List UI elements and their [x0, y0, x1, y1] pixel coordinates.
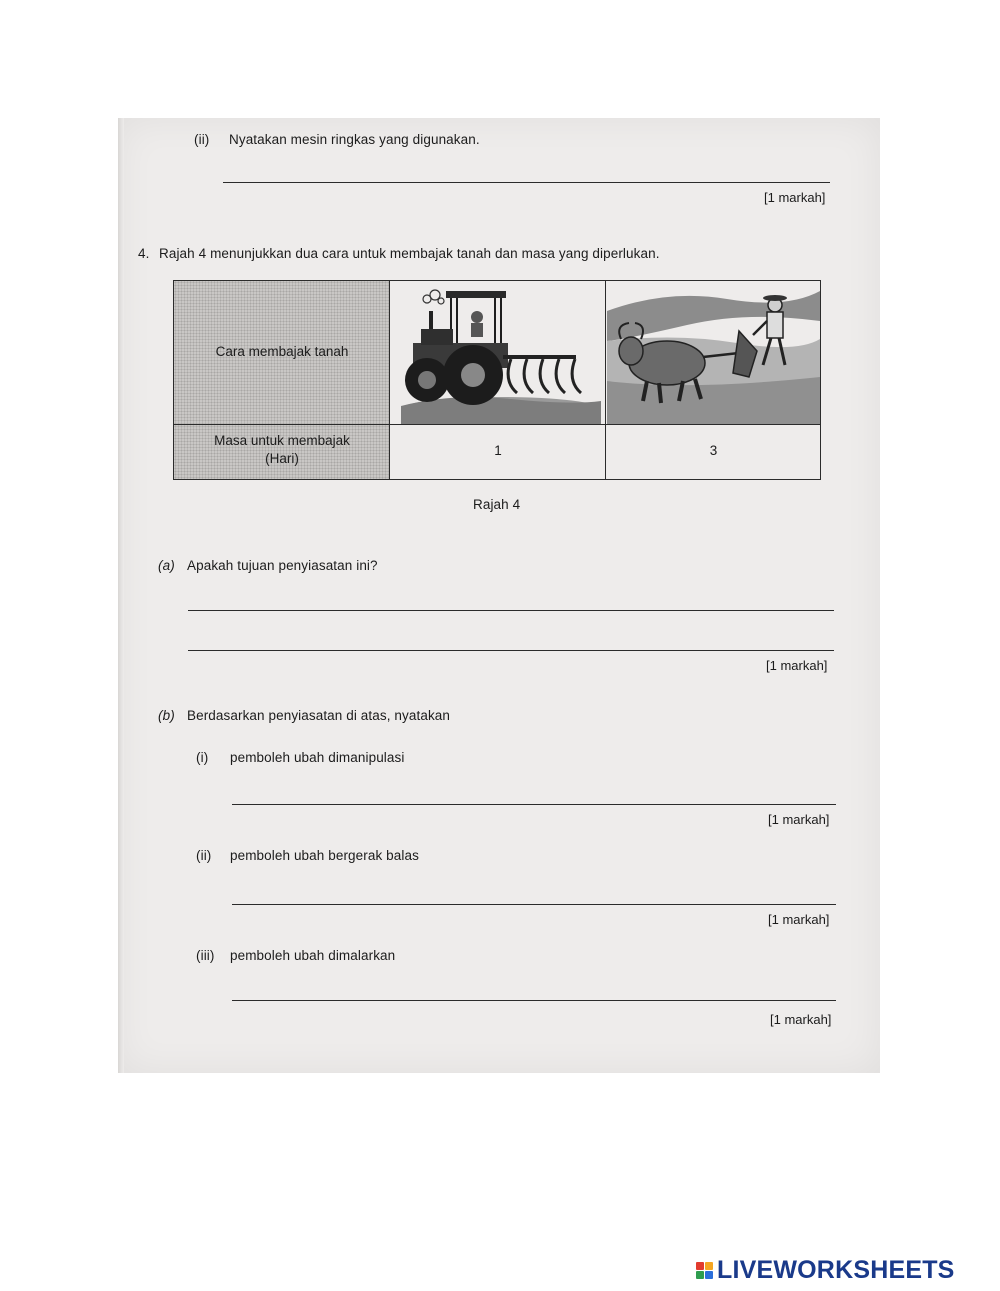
- table-cell-time-header: [174, 425, 390, 481]
- q4a-label: (a): [158, 558, 175, 573]
- liveworksheets-logo: [696, 1256, 955, 1285]
- q4b-text: Berdasarkan penyiasatan di atas, nyatakan: [187, 708, 451, 723]
- q4-stem: Rajah 4 menunjukkan dua cara untuk membajak tanah dan masa yang diperlukan.: [159, 246, 660, 261]
- page-edge: [118, 118, 124, 1073]
- q3-ii-mark: [1 markah]: [764, 190, 826, 205]
- answer-line-q4a-1[interactable]: [188, 610, 834, 611]
- answer-line-q3-ii[interactable]: [223, 182, 830, 183]
- time-header-line1: Masa untuk membajak: [214, 433, 350, 448]
- buffalo-days-value: 3: [709, 443, 718, 458]
- answer-line-q4b-i[interactable]: [232, 804, 836, 805]
- q4b-iii-mark: [1 markah]: [770, 1012, 832, 1027]
- q4-number: 4.: [138, 246, 150, 261]
- q4b-ii-label: (ii): [196, 848, 212, 863]
- q4b-iii-text: pemboleh ubah dimalarkan: [230, 948, 396, 963]
- method-header-text: Cara membajak tanah: [215, 344, 349, 359]
- q3-ii-number: (ii): [194, 132, 210, 147]
- scanned-page: [118, 118, 880, 1073]
- answer-line-q4b-iii[interactable]: [232, 1000, 836, 1001]
- tractor-illustration: [391, 281, 605, 424]
- rajah-4-table: [173, 280, 821, 480]
- q4b-i-text: pemboleh ubah dimanipulasi: [230, 750, 405, 765]
- q4b-ii-mark: [1 markah]: [768, 912, 830, 927]
- q4b-ii-text: pemboleh ubah bergerak balas: [230, 848, 419, 863]
- answer-line-q4b-ii[interactable]: [232, 904, 836, 905]
- q4b-label: (b): [158, 708, 175, 723]
- q4a-mark: [1 markah]: [766, 658, 828, 673]
- logo-blocks-icon: [696, 1262, 713, 1279]
- table-cell-method-header: [174, 281, 390, 424]
- table-cell-tractor-days: [391, 425, 605, 481]
- q4b-i-label: (i): [196, 750, 209, 765]
- time-header-line2: (Hari): [265, 451, 299, 466]
- q4b-i-mark: [1 markah]: [768, 812, 830, 827]
- answer-line-q4a-2[interactable]: [188, 650, 834, 651]
- table-cell-buffalo-days: [607, 425, 820, 481]
- tractor-days-value: 1: [494, 443, 502, 458]
- q3-ii-text: Nyatakan mesin ringkas yang digunakan.: [229, 132, 480, 147]
- q4b-iii-label: (iii): [196, 948, 215, 963]
- figure-caption: Rajah 4: [473, 497, 521, 512]
- buffalo-plough-illustration: [607, 281, 820, 424]
- q4a-text: Apakah tujuan penyiasatan ini?: [187, 558, 378, 573]
- logo-wordmark: LIVEWORKSHEETS: [717, 1256, 955, 1284]
